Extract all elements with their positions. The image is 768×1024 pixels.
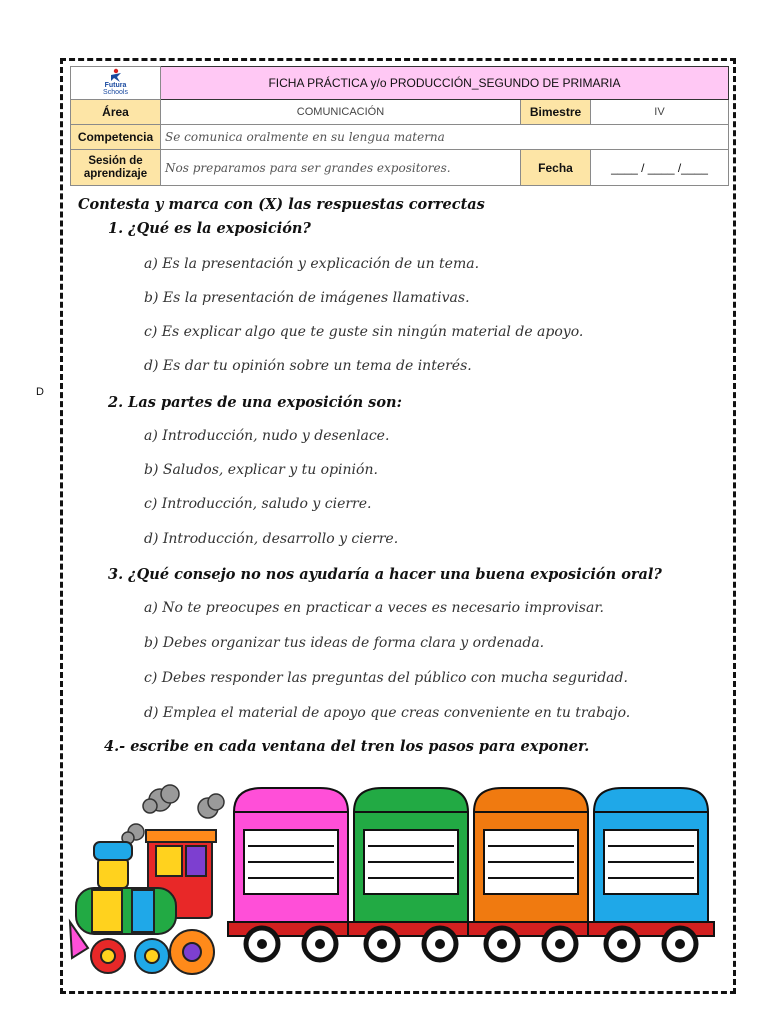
bimestre-value: IV	[591, 100, 729, 125]
q3-option-c[interactable]: c) Debes responder las preguntas del público con mucha seguridad.	[144, 670, 628, 686]
q1-option-d[interactable]: d) Es dar tu opinión sobre un tema de interés.	[144, 358, 472, 374]
locomotive-icon	[70, 830, 216, 974]
page-title: FICHA PRÁCTICA y/o PRODUCCIÓN_SEGUNDO DE PRIMARIA	[161, 67, 729, 100]
wagon-blue	[588, 788, 714, 960]
logo-text-2: Schools	[103, 88, 128, 96]
wagon-green	[348, 788, 474, 960]
question-1: 1. ¿Qué es la exposición?	[108, 220, 311, 237]
instruction-text: Contesta y marca con (X) las respuestas correctas	[78, 196, 485, 213]
header-table	[70, 66, 729, 186]
q2-option-c[interactable]: c) Introducción, saludo y cierre.	[144, 496, 372, 512]
question-4: 4.- escribe en cada ventana del tren los pasos para exponer.	[104, 738, 590, 755]
q1-option-c[interactable]: c) Es explicar algo que te guste sin ningún material de apoyo.	[144, 324, 584, 340]
side-letter: D	[36, 386, 44, 398]
logo-cell	[71, 67, 161, 100]
wagon-orange	[468, 788, 594, 960]
sesion-value: Nos preparamos para ser grandes expositores.	[161, 150, 521, 186]
futura-schools-logo	[100, 68, 132, 96]
q1-option-b[interactable]: b) Es la presentación de imágenes llamativas.	[144, 290, 470, 306]
train-illustration	[62, 772, 722, 984]
competencia-label: Competencia	[71, 125, 161, 150]
q2-option-b[interactable]: b) Saludos, explicar y tu opinión.	[144, 462, 378, 478]
question-3: 3. ¿Qué consejo no nos ayudaría a hacer una buena exposición oral?	[108, 566, 662, 583]
wagon-pink	[228, 788, 354, 960]
fecha-field[interactable]: ____ / ____ /____	[591, 150, 729, 186]
fecha-label: Fecha	[521, 150, 591, 186]
competencia-value: Se comunica oralmente en su lengua materna	[161, 125, 729, 150]
q3-option-d[interactable]: d) Emplea el material de apoyo que creas conveniente en tu trabajo.	[144, 705, 631, 721]
q3-option-b[interactable]: b) Debes organizar tus ideas de forma clara y ordenada.	[144, 635, 545, 651]
bimestre-label: Bimestre	[521, 100, 591, 125]
area-value: COMUNICACIÓN	[161, 100, 521, 125]
logo-text-1: Futura	[104, 81, 127, 89]
q2-option-d[interactable]: d) Introducción, desarrollo y cierre.	[144, 531, 399, 547]
sesion-label: Sesión de aprendizaje	[71, 150, 161, 186]
question-2: 2. Las partes de una exposición son:	[108, 394, 402, 411]
area-label: Área	[71, 100, 161, 125]
q3-option-a[interactable]: a) No te preocupes en practicar a veces es necesario improvisar.	[144, 600, 604, 616]
q1-option-a[interactable]: a) Es la presentación y explicación de un tema.	[144, 256, 480, 272]
q2-option-a[interactable]: a) Introducción, nudo y desenlace.	[144, 428, 390, 444]
